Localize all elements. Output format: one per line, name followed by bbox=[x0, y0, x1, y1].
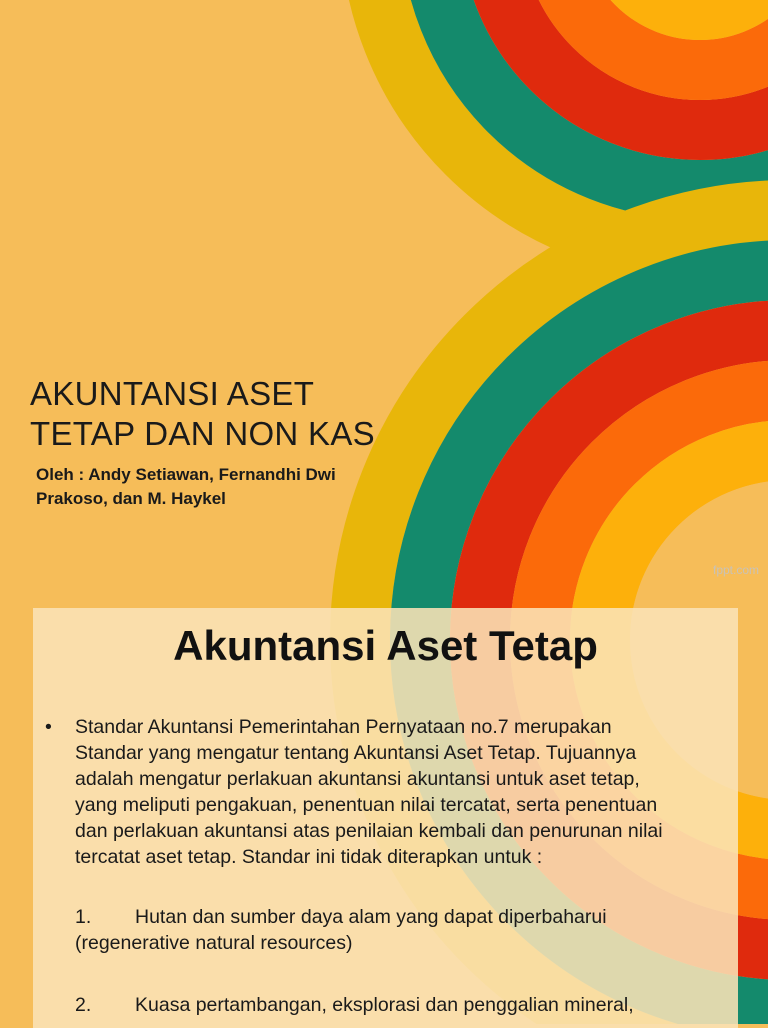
author-line-1: Oleh : Andy Setiawan, Fernandhi Dwi bbox=[36, 465, 336, 484]
slide-title-line-1: AKUNTANSI ASET bbox=[30, 375, 315, 412]
bullet-line: adalah mengatur perlakuan akuntansi akuntansi untuk aset tetap, bbox=[75, 768, 640, 790]
fppt-watermark: fppt.com bbox=[713, 563, 760, 577]
author-line-2: Prakoso, dan M. Haykel bbox=[36, 489, 226, 508]
slide-title bbox=[30, 374, 450, 454]
content-slide-title: Akuntansi Aset Tetap bbox=[173, 622, 598, 669]
content-slide-card bbox=[33, 608, 738, 1028]
numbered-item-2 bbox=[75, 992, 705, 1018]
bullet-dot: • bbox=[45, 716, 52, 738]
author-credit bbox=[36, 463, 416, 511]
numbered-item-1 bbox=[75, 904, 705, 956]
item-line-1: Hutan dan sumber daya alam yang dapat diperbaharui bbox=[135, 906, 607, 928]
bullet-line: dan perlakuan akuntansi atas penilaian kembali dan penurunan nilai bbox=[75, 820, 663, 842]
item-number: 1. bbox=[75, 906, 92, 928]
item-line-2: (regenerative natural resources) bbox=[75, 932, 353, 954]
bullet-line: Standar yang mengatur tentang Akuntansi Aset Tetap. Tujuannya bbox=[75, 742, 637, 764]
slide-title-line-2: TETAP DAN NON KAS bbox=[30, 415, 375, 452]
bullet-line: yang meliputi pengakuan, penentuan nilai tercatat, serta penentuan bbox=[75, 794, 658, 816]
bullet-text bbox=[75, 714, 725, 870]
item-number: 2. bbox=[75, 994, 92, 1016]
bullet-line: tercatat aset tetap. Standar ini tidak diterapkan untuk : bbox=[75, 846, 543, 868]
item-line-1: Kuasa pertambangan, eksplorasi dan penggalian mineral, bbox=[135, 994, 634, 1016]
bullet-line: Standar Akuntansi Pemerintahan Pernyataan no.7 merupakan bbox=[75, 716, 612, 738]
